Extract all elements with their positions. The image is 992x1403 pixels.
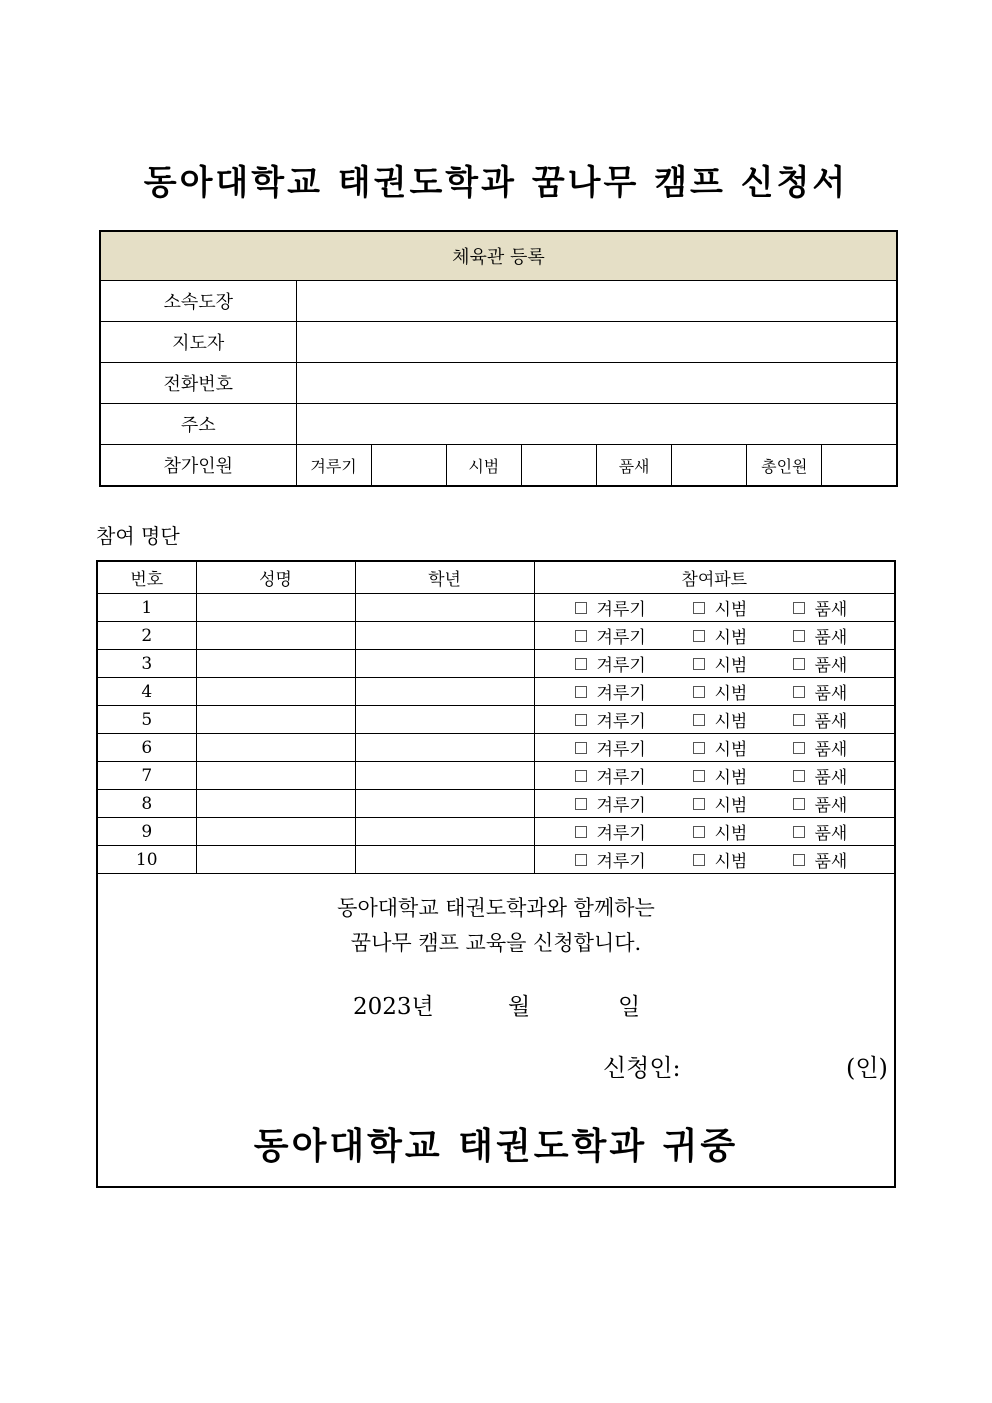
checkbox-icon[interactable] xyxy=(693,714,705,726)
participant-row xyxy=(98,594,894,622)
registration-header: 체육관 등록 xyxy=(100,231,897,281)
checkbox-icon[interactable] xyxy=(793,826,805,838)
part-option-demo[interactable] xyxy=(693,679,793,704)
form-title: 동아대학교 태권도학과 꿈나무 캠프 신청서 xyxy=(143,163,849,203)
part-option-sparring[interactable] xyxy=(575,707,693,732)
declaration-line-1: 동아대학교 태권도학과와 함께하는 xyxy=(337,896,655,920)
checkbox-icon[interactable] xyxy=(575,630,587,642)
count-input-total[interactable] xyxy=(822,445,897,487)
part-option-demo[interactable] xyxy=(693,847,793,872)
checkbox-icon[interactable] xyxy=(793,658,805,670)
part-options xyxy=(535,819,895,844)
part-option-label: 겨루기 xyxy=(596,712,646,732)
field-input-address[interactable] xyxy=(296,404,897,445)
participant-row xyxy=(98,678,894,706)
registration-table xyxy=(99,230,898,487)
participant-row xyxy=(98,790,894,818)
part-option-poomsae[interactable] xyxy=(793,735,873,760)
part-option-label: 품새 xyxy=(814,852,848,872)
col-header-part: 참여파트 xyxy=(534,562,894,594)
participant-row xyxy=(98,818,894,846)
part-option-demo[interactable] xyxy=(693,595,793,620)
count-label-poomsae: 품새 xyxy=(597,445,672,487)
addressee: 동아대학교 태권도학과 귀중 xyxy=(253,1126,739,1167)
participant-row xyxy=(98,762,894,790)
part-options xyxy=(535,847,895,872)
row-number: 4 xyxy=(98,678,196,706)
part-option-label: 겨루기 xyxy=(596,740,646,760)
part-options xyxy=(535,679,895,704)
count-input-sparring[interactable] xyxy=(371,445,446,487)
part-option-demo[interactable] xyxy=(693,735,793,760)
part-option-demo[interactable] xyxy=(693,623,793,648)
name-cell[interactable] xyxy=(196,650,355,678)
part-cell xyxy=(534,594,894,622)
row-number: 9 xyxy=(98,818,196,846)
part-option-label: 시범 xyxy=(714,796,748,816)
part-option-label: 겨루기 xyxy=(596,768,646,788)
col-header-name: 성명 xyxy=(196,562,355,594)
grade-cell[interactable] xyxy=(355,818,534,846)
checkbox-icon[interactable] xyxy=(693,630,705,642)
part-cell xyxy=(534,706,894,734)
participants-table xyxy=(98,562,894,874)
participants-section-label: 참여 명단 xyxy=(96,524,180,548)
part-option-poomsae[interactable] xyxy=(793,791,873,816)
name-cell[interactable] xyxy=(196,734,355,762)
seal-label: (인) xyxy=(846,1054,888,1082)
checkbox-icon[interactable] xyxy=(575,714,587,726)
part-cell xyxy=(534,678,894,706)
checkbox-icon[interactable] xyxy=(693,686,705,698)
checkbox-icon[interactable] xyxy=(693,826,705,838)
part-option-sparring[interactable] xyxy=(575,651,693,676)
participant-row xyxy=(98,706,894,734)
grade-cell[interactable] xyxy=(355,846,534,874)
grade-cell[interactable] xyxy=(355,734,534,762)
part-option-label: 품새 xyxy=(814,712,848,732)
part-option-sparring[interactable] xyxy=(575,623,693,648)
part-option-sparring[interactable] xyxy=(575,763,693,788)
part-option-demo[interactable] xyxy=(693,651,793,676)
checkbox-icon[interactable] xyxy=(693,770,705,782)
grade-cell[interactable] xyxy=(355,790,534,818)
part-options xyxy=(535,735,895,760)
participant-row xyxy=(98,846,894,874)
participant-row xyxy=(98,734,894,762)
part-option-label: 겨루기 xyxy=(596,656,646,676)
part-options xyxy=(535,651,895,676)
part-option-label: 시범 xyxy=(714,852,748,872)
grade-cell[interactable] xyxy=(355,650,534,678)
field-input-phone[interactable] xyxy=(296,363,897,404)
part-cell xyxy=(534,762,894,790)
part-option-label: 시범 xyxy=(714,740,748,760)
part-option-demo[interactable] xyxy=(693,791,793,816)
participant-row xyxy=(98,650,894,678)
part-option-label: 품새 xyxy=(814,824,848,844)
checkbox-icon[interactable] xyxy=(793,742,805,754)
grade-cell[interactable] xyxy=(355,594,534,622)
part-options xyxy=(535,623,895,648)
part-options xyxy=(535,791,895,816)
name-cell[interactable] xyxy=(196,762,355,790)
declaration-line-2: 꿈나무 캠프 교육을 신청합니다. xyxy=(350,931,642,955)
part-option-label: 품새 xyxy=(814,796,848,816)
checkbox-icon[interactable] xyxy=(693,658,705,670)
part-option-label: 시범 xyxy=(714,656,748,676)
field-label-address: 주소 xyxy=(100,404,296,445)
checkbox-icon[interactable] xyxy=(575,686,587,698)
part-option-poomsae[interactable] xyxy=(793,651,873,676)
part-option-demo[interactable] xyxy=(693,819,793,844)
part-option-poomsae[interactable] xyxy=(793,819,873,844)
row-number: 5 xyxy=(98,706,196,734)
part-option-sparring[interactable] xyxy=(575,595,693,620)
count-label-sparring: 겨루기 xyxy=(296,445,371,487)
checkbox-icon[interactable] xyxy=(793,714,805,726)
field-label-dojang: 소속도장 xyxy=(100,281,296,322)
field-label-participants: 참가인원 xyxy=(100,445,296,487)
col-header-grade: 학년 xyxy=(355,562,534,594)
part-option-sparring[interactable] xyxy=(575,735,693,760)
date-year: 2023년 xyxy=(353,994,434,1020)
date-month: 월 xyxy=(508,994,531,1020)
part-option-sparring[interactable] xyxy=(575,679,693,704)
field-label-instructor: 지도자 xyxy=(100,322,296,363)
part-option-label: 시범 xyxy=(714,768,748,788)
part-option-label: 품새 xyxy=(814,740,848,760)
part-option-demo[interactable] xyxy=(693,707,793,732)
grade-cell[interactable] xyxy=(355,678,534,706)
part-option-label: 품새 xyxy=(814,600,848,620)
name-cell[interactable] xyxy=(196,594,355,622)
part-options xyxy=(535,595,895,620)
row-number: 10 xyxy=(98,846,196,874)
part-cell xyxy=(534,650,894,678)
count-label-demo: 시범 xyxy=(446,445,521,487)
part-option-poomsae[interactable] xyxy=(793,623,873,648)
part-option-label: 겨루기 xyxy=(596,796,646,816)
part-option-label: 겨루기 xyxy=(596,600,646,620)
checkbox-icon[interactable] xyxy=(793,770,805,782)
part-option-poomsae[interactable] xyxy=(793,707,873,732)
checkbox-icon[interactable] xyxy=(575,798,587,810)
part-option-label: 시범 xyxy=(714,600,748,620)
field-input-dojang[interactable] xyxy=(296,281,897,322)
checkbox-icon[interactable] xyxy=(575,854,587,866)
part-option-label: 품새 xyxy=(814,656,848,676)
count-input-demo[interactable] xyxy=(521,445,596,487)
part-option-poomsae[interactable] xyxy=(793,847,873,872)
part-option-label: 시범 xyxy=(714,684,748,704)
part-cell xyxy=(534,818,894,846)
name-cell[interactable] xyxy=(196,706,355,734)
checkbox-icon[interactable] xyxy=(575,742,587,754)
checkbox-icon[interactable] xyxy=(693,854,705,866)
checkbox-icon[interactable] xyxy=(793,602,805,614)
name-cell[interactable] xyxy=(196,846,355,874)
date-day: 일 xyxy=(618,994,641,1020)
grade-cell[interactable] xyxy=(355,622,534,650)
checkbox-icon[interactable] xyxy=(793,630,805,642)
part-options xyxy=(535,763,895,788)
checkbox-icon[interactable] xyxy=(693,798,705,810)
row-number: 3 xyxy=(98,650,196,678)
checkbox-icon[interactable] xyxy=(793,798,805,810)
row-number: 7 xyxy=(98,762,196,790)
checkbox-icon[interactable] xyxy=(575,770,587,782)
row-number: 8 xyxy=(98,790,196,818)
part-option-poomsae[interactable] xyxy=(793,763,873,788)
part-option-poomsae[interactable] xyxy=(793,595,873,620)
participant-row xyxy=(98,622,894,650)
checkbox-icon[interactable] xyxy=(793,686,805,698)
checkbox-icon[interactable] xyxy=(575,658,587,670)
name-cell[interactable] xyxy=(196,678,355,706)
part-option-label: 시범 xyxy=(714,712,748,732)
participants-header-row xyxy=(98,562,894,594)
part-option-label: 시범 xyxy=(714,628,748,648)
part-option-label: 시범 xyxy=(714,824,748,844)
part-options xyxy=(535,707,895,732)
part-option-sparring[interactable] xyxy=(575,847,693,872)
part-cell xyxy=(534,734,894,762)
part-cell xyxy=(534,790,894,818)
name-cell[interactable] xyxy=(196,790,355,818)
count-input-poomsae[interactable] xyxy=(672,445,747,487)
row-number: 2 xyxy=(98,622,196,650)
part-option-label: 겨루기 xyxy=(596,684,646,704)
part-option-label: 품새 xyxy=(814,684,848,704)
part-option-label: 품새 xyxy=(814,628,848,648)
grade-cell[interactable] xyxy=(355,762,534,790)
part-option-demo[interactable] xyxy=(693,763,793,788)
part-option-label: 겨루기 xyxy=(596,852,646,872)
part-option-label: 겨루기 xyxy=(596,628,646,648)
name-cell[interactable] xyxy=(196,818,355,846)
count-label-total: 총인원 xyxy=(747,445,822,487)
checkbox-icon[interactable] xyxy=(793,854,805,866)
participants-container xyxy=(96,560,896,1188)
field-input-instructor[interactable] xyxy=(296,322,897,363)
checkbox-icon[interactable] xyxy=(575,602,587,614)
col-header-number: 번호 xyxy=(98,562,196,594)
part-option-label: 품새 xyxy=(814,768,848,788)
checkbox-icon[interactable] xyxy=(693,602,705,614)
name-cell[interactable] xyxy=(196,622,355,650)
part-option-sparring[interactable] xyxy=(575,819,693,844)
checkbox-icon[interactable] xyxy=(575,826,587,838)
part-cell xyxy=(534,622,894,650)
part-cell xyxy=(534,846,894,874)
row-number: 1 xyxy=(98,594,196,622)
row-number: 6 xyxy=(98,734,196,762)
checkbox-icon[interactable] xyxy=(693,742,705,754)
applicant-label: 신청인: xyxy=(603,1054,681,1082)
part-option-label: 겨루기 xyxy=(596,824,646,844)
part-option-sparring[interactable] xyxy=(575,791,693,816)
part-option-poomsae[interactable] xyxy=(793,679,873,704)
field-label-phone: 전화번호 xyxy=(100,363,296,404)
grade-cell[interactable] xyxy=(355,706,534,734)
